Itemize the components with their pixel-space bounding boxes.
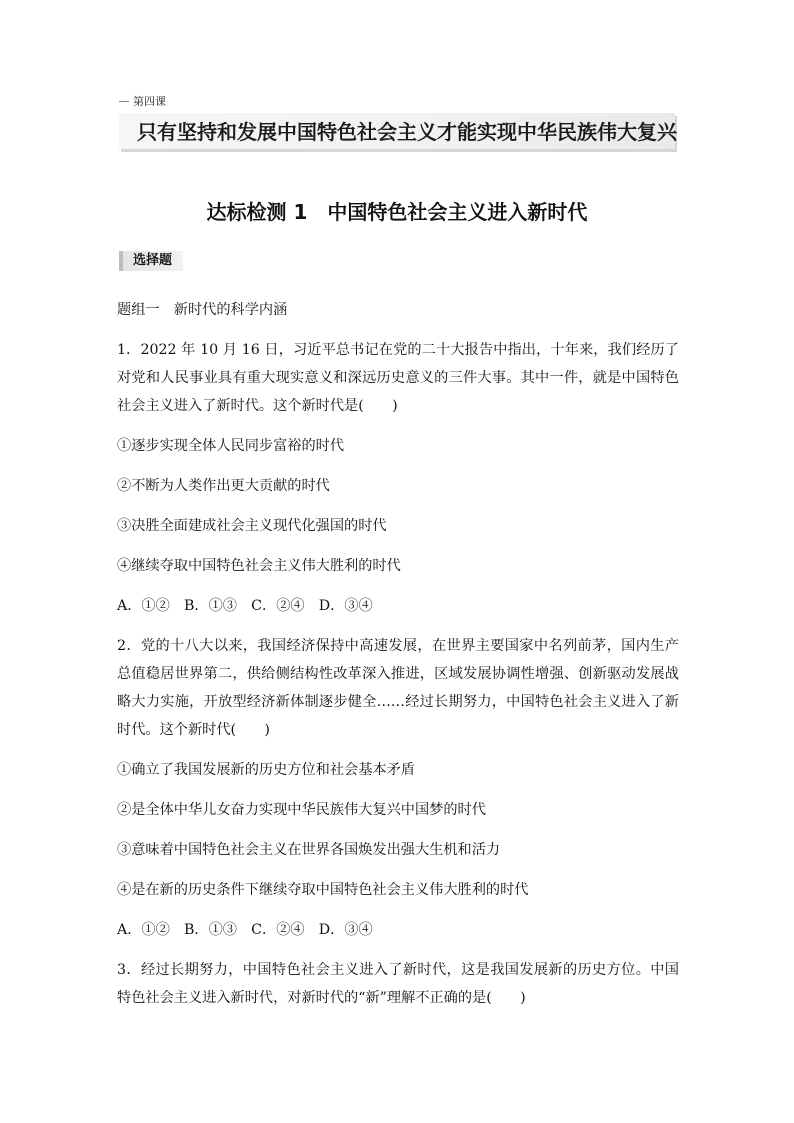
question-1-option-2: ②不断为人类作出更大贡献的时代 <box>117 478 330 494</box>
question-2-option-4: ④是在新的历史条件下继续夺取中国特色社会主义伟大胜利的时代 <box>117 882 529 898</box>
question-1-option-3: ③决胜全面建成社会主义现代化强国的时代 <box>117 518 387 534</box>
lesson-header <box>119 95 675 153</box>
section-tag <box>119 251 183 271</box>
lesson-label: 第四课 <box>119 95 166 109</box>
question-1-option-1: ①逐步实现全体人民同步富裕的时代 <box>117 438 345 454</box>
question-2-stem: 2．党的十八大以来，我国经济保持中高速发展，在世界主要国家中名列前茅，国内生产总值稳居世界第二，供给侧结构性改革深入推进，区域发展协调性增强、创新驱动发展战略大力实施，开放型经济新体制逐步健全……经过长期努力，中国特色社会主义进入了新时代。这个新时代( ) <box>117 638 679 738</box>
question-2-answers: A．①② B．①③ C．②④ D．③④ <box>117 922 373 938</box>
question-1-answers: A．①② B．①③ C．②④ D．③④ <box>117 598 373 614</box>
question-2-option-1: ①确立了我国发展新的历史方位和社会基本矛盾 <box>117 762 415 778</box>
question-3-stem: 3．经过长期努力，中国特色社会主义进入了新时代，这是我国发展新的历史方位。中国特色社会主义进入新时代，对新时代的“新”理解不正确的是( ) <box>117 962 679 1006</box>
question-1-stem: 1．2022 年 10 月 16 日，习近平总书记在党的二十大报告中指出，十年来，我们经历了对党和人民事业具有重大现实意义和深远历史意义的三件大事。其中一件，就是中国特色社会主义进入了新时代。这个新时代是( ) <box>117 342 679 414</box>
page-title: 达标检测 1 中国特色社会主义进入新时代 <box>206 200 588 224</box>
section-tag-label: 选择题 <box>133 253 173 268</box>
question-2-option-2: ②是全体中华儿女奋力实现中华民族伟大复兴中国梦的时代 <box>117 802 486 818</box>
group-title: 题组一 新时代的科学内涵 <box>117 302 288 318</box>
lesson-title: 只有坚持和发展中国特色社会主义才能实现中华民族伟大复兴 <box>137 120 677 144</box>
question-1-option-4: ④继续夺取中国特色社会主义伟大胜利的时代 <box>117 558 401 574</box>
document-content <box>117 296 679 1024</box>
lesson-title-bar <box>119 113 675 149</box>
question-2-option-3: ③意味着中国特色社会主义在世界各国焕发出强大生机和活力 <box>117 842 501 858</box>
